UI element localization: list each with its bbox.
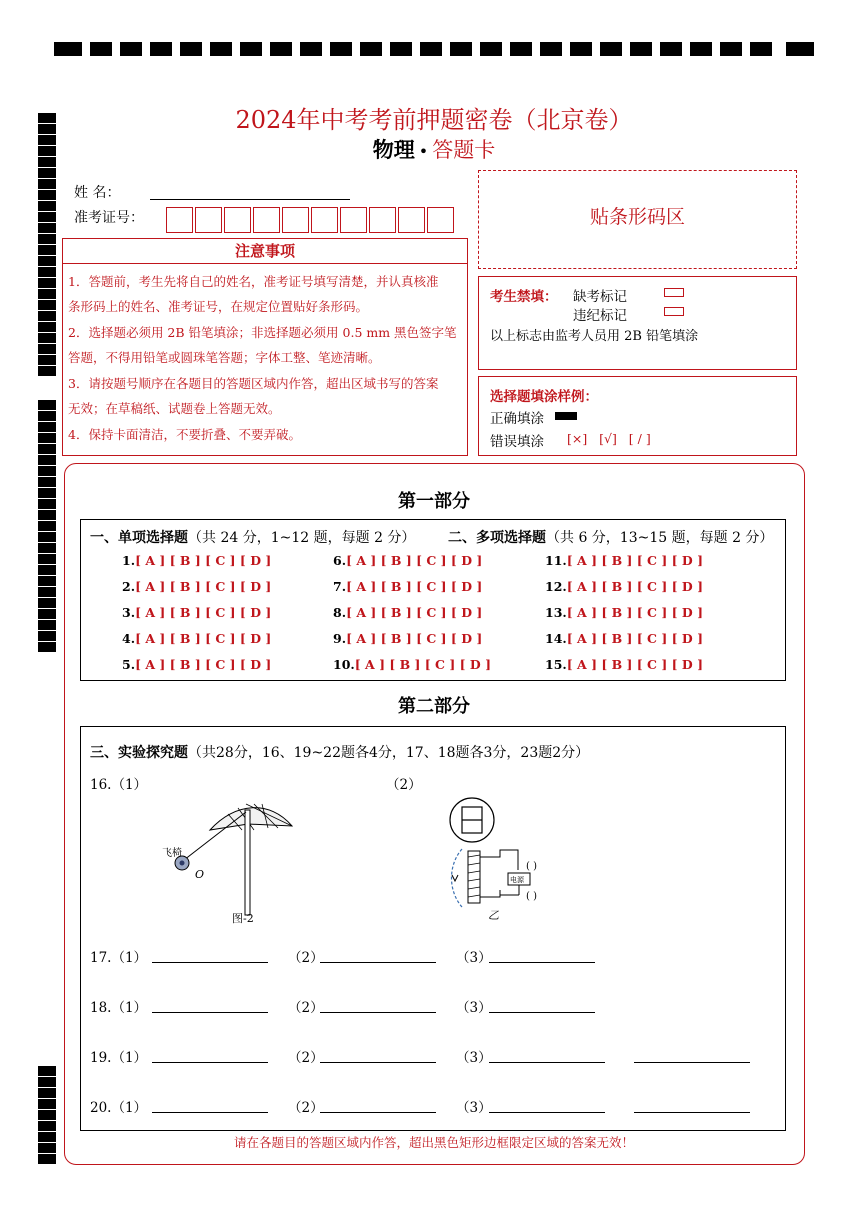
left-marker-bar [38, 620, 56, 630]
left-marker-bar [38, 532, 56, 542]
name-label: 姓 名： [74, 185, 121, 201]
answer-number: 19.（1） [90, 1050, 148, 1066]
left-marker-bar [38, 1088, 56, 1098]
absent-mark-label: 缺考标记 [573, 289, 627, 305]
left-marker-bar [38, 1110, 56, 1120]
left-marker-bar [38, 366, 56, 376]
answer-subpart-label: （2） [288, 950, 324, 966]
forbidden-label: 考生禁填： [490, 289, 558, 305]
wrong-fill-samples: [×] [√] [ / ] [567, 431, 651, 446]
q16-label: 16.（1） [90, 777, 148, 793]
answer-blank[interactable] [320, 1112, 436, 1113]
multi-choice-heading: 二、多项选择题（共 6 分，13~15 题，每题 2 分） [448, 530, 774, 546]
question-number: 10. [333, 657, 355, 672]
left-marker-bar [38, 598, 56, 608]
question-number: 4. [122, 631, 136, 646]
answer-subpart-label: （3） [456, 1100, 492, 1116]
forbidden-note: 以上标志由监考人员用 2B 铅笔填涂 [490, 329, 699, 344]
choice-question[interactable] [333, 631, 482, 646]
note-line: 4．保持卡面清洁，不要折叠、不要弄破。 [68, 427, 301, 442]
choice-options[interactable]: [ A ] [ B ] [ C ] [ D ] [135, 579, 272, 594]
left-marker-bar [38, 355, 56, 365]
choice-options[interactable]: [ A ] [ B ] [ C ] [ D ] [135, 657, 272, 672]
question-number: 9. [333, 631, 347, 646]
left-marker-bar [38, 212, 56, 222]
correct-fill-sample [555, 412, 577, 420]
left-marker-bar [38, 466, 56, 476]
answer-blank[interactable] [152, 1112, 268, 1113]
left-marker-bar [38, 609, 56, 619]
note-line: 1．答题前，考生先将自己的姓名，准考证号填写清楚，并认真核准 [68, 274, 439, 289]
answer-blank[interactable] [489, 962, 595, 963]
left-marker-bar [38, 642, 56, 652]
fig1-caption: 图-2 [232, 912, 254, 925]
footer-warning: 请在各题目的答题区域内作答，超出黑色矩形边框限定区域的答案无效！ [233, 1135, 634, 1150]
page-title: 2024年中考考前押题密卷（北京卷） [235, 106, 633, 134]
left-marker-bar [38, 455, 56, 465]
answer-blank[interactable] [320, 1012, 436, 1013]
left-marker-bar [38, 1077, 56, 1087]
left-marker-bar [38, 322, 56, 332]
answer-blank[interactable] [152, 962, 268, 963]
answer-number: 20.（1） [90, 1100, 148, 1116]
answer-subpart-label: （2） [288, 1100, 324, 1116]
left-marker-bar [38, 278, 56, 288]
left-marker-bar [38, 168, 56, 178]
fig1-chair-label: 飞椅 [162, 848, 182, 859]
question-number: 13. [545, 605, 567, 620]
answer-blank[interactable] [634, 1112, 750, 1113]
question-number: 3. [122, 605, 136, 620]
left-marker-bar [38, 179, 56, 189]
choice-options[interactable]: [ A ] [ B ] [ C ] [ D ] [354, 657, 491, 672]
left-marker-bar [38, 1154, 56, 1164]
choice-question[interactable] [122, 657, 271, 672]
question-number: 2. [122, 579, 136, 594]
left-marker-bar [38, 554, 56, 564]
answer-blank[interactable] [320, 1062, 436, 1063]
choice-question[interactable] [122, 579, 271, 594]
left-marker-bar [38, 289, 56, 299]
left-marker-bar [38, 1066, 56, 1076]
left-marker-bar [38, 344, 56, 354]
choice-options[interactable]: [ A ] [ B ] [ C ] [ D ] [346, 631, 483, 646]
choice-question[interactable] [545, 631, 703, 646]
question-number: 11. [545, 553, 567, 568]
choice-options[interactable]: [ A ] [ B ] [ C ] [ D ] [346, 553, 483, 568]
question-number: 14. [545, 631, 567, 646]
fig1-point-label: O [195, 868, 205, 881]
answer-subpart-label: （2） [288, 1050, 324, 1066]
note-line: 条形码上的姓名、准考证号，在规定位置贴好条形码。 [68, 299, 369, 314]
fig2-paren-top: ( ) [526, 861, 537, 872]
absent-mark-box[interactable] [664, 288, 684, 297]
left-marker-bar [38, 576, 56, 586]
choice-question[interactable] [333, 657, 491, 672]
choice-question[interactable] [333, 553, 482, 568]
left-marker-bar [38, 1099, 56, 1109]
left-marker-bar [38, 333, 56, 343]
answer-blank[interactable] [152, 1062, 268, 1063]
choice-options[interactable]: [ A ] [ B ] [ C ] [ D ] [566, 553, 703, 568]
answer-blank[interactable] [489, 1112, 605, 1113]
left-marker-bar [38, 422, 56, 432]
left-marker-bar [38, 587, 56, 597]
note-line: 2．选择题必须用 2B 铅笔填涂；非选择题必须用 0.5 mm 黑色签字笔 [68, 325, 457, 340]
answer-blank[interactable] [152, 1012, 268, 1013]
choice-question[interactable] [122, 631, 271, 646]
choice-question[interactable] [122, 605, 271, 620]
choice-question[interactable] [122, 553, 271, 568]
left-marker-bar [38, 477, 56, 487]
question-number: 1. [122, 553, 136, 568]
electromagnet-figure[interactable] [440, 795, 560, 925]
choice-options[interactable]: [ A ] [ B ] [ C ] [ D ] [566, 579, 703, 594]
choice-options[interactable]: [ A ] [ B ] [ C ] [ D ] [566, 605, 703, 620]
left-marker-bar [38, 245, 56, 255]
choice-options[interactable]: [ A ] [ B ] [ C ] [ D ] [346, 605, 483, 620]
choice-options[interactable]: [ A ] [ B ] [ C ] [ D ] [566, 631, 703, 646]
answer-number: 17.（1） [90, 950, 148, 966]
question-number: 5. [122, 657, 136, 672]
left-marker-bar [38, 444, 56, 454]
exam-id-label: 准考证号： [74, 210, 144, 226]
left-marker-bar [38, 631, 56, 641]
left-marker-bar [38, 565, 56, 575]
answer-blank[interactable] [320, 962, 436, 963]
answer-card-label: 答题卡 [432, 138, 496, 162]
left-marker-bar [38, 190, 56, 200]
question-number: 12. [545, 579, 567, 594]
single-choice-heading: 一、单项选择题（共 24 分，1~12 题，每题 2 分） [90, 530, 416, 546]
choice-options[interactable]: [ A ] [ B ] [ C ] [ D ] [135, 631, 272, 646]
left-marker-bar [38, 267, 56, 277]
choice-question[interactable] [545, 579, 703, 594]
fig2-caption: 乙 [488, 909, 499, 922]
flying-chair-figure[interactable] [150, 790, 310, 930]
left-marker-bar [38, 300, 56, 310]
left-marker-bar [38, 223, 56, 233]
page-subtitle [0, 134, 868, 164]
note-line: 无效；在草稿纸、试题卷上答题无效。 [68, 401, 281, 416]
left-marker-bar [38, 433, 56, 443]
subtitle-dot: • [418, 142, 429, 161]
left-marker-bar [38, 311, 56, 321]
part2-title: 第二部分 [398, 696, 470, 717]
left-marker-bar [38, 201, 56, 211]
left-marker-bar [38, 234, 56, 244]
choice-options[interactable]: [ A ] [ B ] [ C ] [ D ] [135, 605, 272, 620]
choice-question[interactable] [333, 579, 482, 594]
choice-question[interactable] [545, 605, 703, 620]
violation-mark-label: 违纪标记 [573, 308, 627, 324]
question-number: 15. [545, 657, 567, 672]
note-line: 答题，不得用铅笔或圆珠笔答题；字体工整、笔迹清晰。 [68, 350, 381, 365]
notes-heading: 注意事项 [62, 238, 468, 264]
question-number: 8. [333, 605, 347, 620]
choice-options[interactable]: [ A ] [ B ] [ C ] [ D ] [346, 579, 483, 594]
left-marker-bar [38, 411, 56, 421]
choice-options[interactable]: [ A ] [ B ] [ C ] [ D ] [135, 553, 272, 568]
choice-question[interactable] [545, 553, 703, 568]
left-marker-bar [38, 400, 56, 410]
question-number: 6. [333, 553, 347, 568]
fill-example-title: 选择题填涂样例： [490, 389, 598, 405]
fig2-paren-bottom: ( ) [526, 891, 537, 902]
answer-subpart-label: （2） [288, 1000, 324, 1016]
note-line: 3．请按题号顺序在各题目的答题区域内作答，超出区域书写的答案 [68, 376, 439, 391]
answer-blank[interactable] [489, 1012, 595, 1013]
choice-question[interactable] [545, 657, 703, 672]
answer-blank[interactable] [634, 1062, 750, 1063]
experiment-heading: 三、实验探究题（共28分，16、19~22题各4分，17、18题各3分，23题2分） [90, 745, 590, 761]
name-field[interactable] [150, 199, 350, 200]
answer-subpart-label: （3） [456, 950, 492, 966]
subject-label: 物理 [372, 137, 415, 162]
answer-blank[interactable] [489, 1062, 605, 1063]
fig2-power-label: 电源 [510, 876, 524, 884]
choice-question[interactable] [333, 605, 482, 620]
left-marker-bar [38, 521, 56, 531]
answer-number: 18.（1） [90, 1000, 148, 1016]
choice-options[interactable]: [ A ] [ B ] [ C ] [ D ] [566, 657, 703, 672]
q16-part2-label: （2） [386, 777, 422, 793]
correct-fill-label: 正确填涂 [490, 411, 544, 427]
violation-mark-box[interactable] [664, 307, 684, 316]
wrong-fill-label: 错误填涂 [490, 434, 544, 450]
barcode-area[interactable]: 贴条形码区 [478, 170, 797, 269]
answer-subpart-label: （3） [456, 1000, 492, 1016]
part1-title: 第一部分 [398, 491, 470, 512]
notes-box [62, 238, 468, 456]
left-marker-bar [38, 256, 56, 266]
question-number: 7. [333, 579, 347, 594]
left-marker-bar [38, 543, 56, 553]
answer-subpart-label: （3） [456, 1050, 492, 1066]
left-marker-bar [38, 1121, 56, 1131]
